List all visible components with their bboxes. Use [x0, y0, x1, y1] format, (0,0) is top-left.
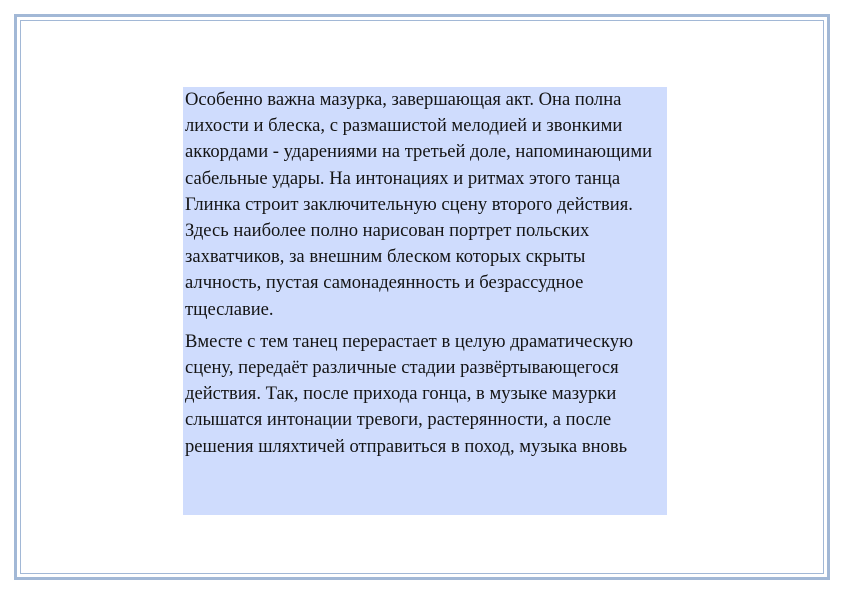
text-box — [183, 87, 667, 515]
paragraph-dance-scene: Вместе с тем танец перерастает в целую драматическую сцену, передаёт различные стадии развёртывающегося действия. Так, после прихода гонца, в музыке мазурки слышатся интонации тревоги, растерянности, а после решения шляхтичей отправиться в поход, музыка вновь — [185, 330, 633, 457]
paragraph-mazurka-intro: Особенно важна мазурка, завершающая акт. Она полна лихости и блеска, с размашистой мелодией и звонкими аккордами - ударениями на третьей доле, напоминающими сабельные удары. На интонациях и ритмах этого танца Глинка строит заключительную сцену второго действия. Здесь наиболее полно нарисован портрет польских захватчиков, за внешним блеском которых скрыты алчность, пустая самонадеянность и безрассудное тщеславие. — [185, 89, 653, 320]
